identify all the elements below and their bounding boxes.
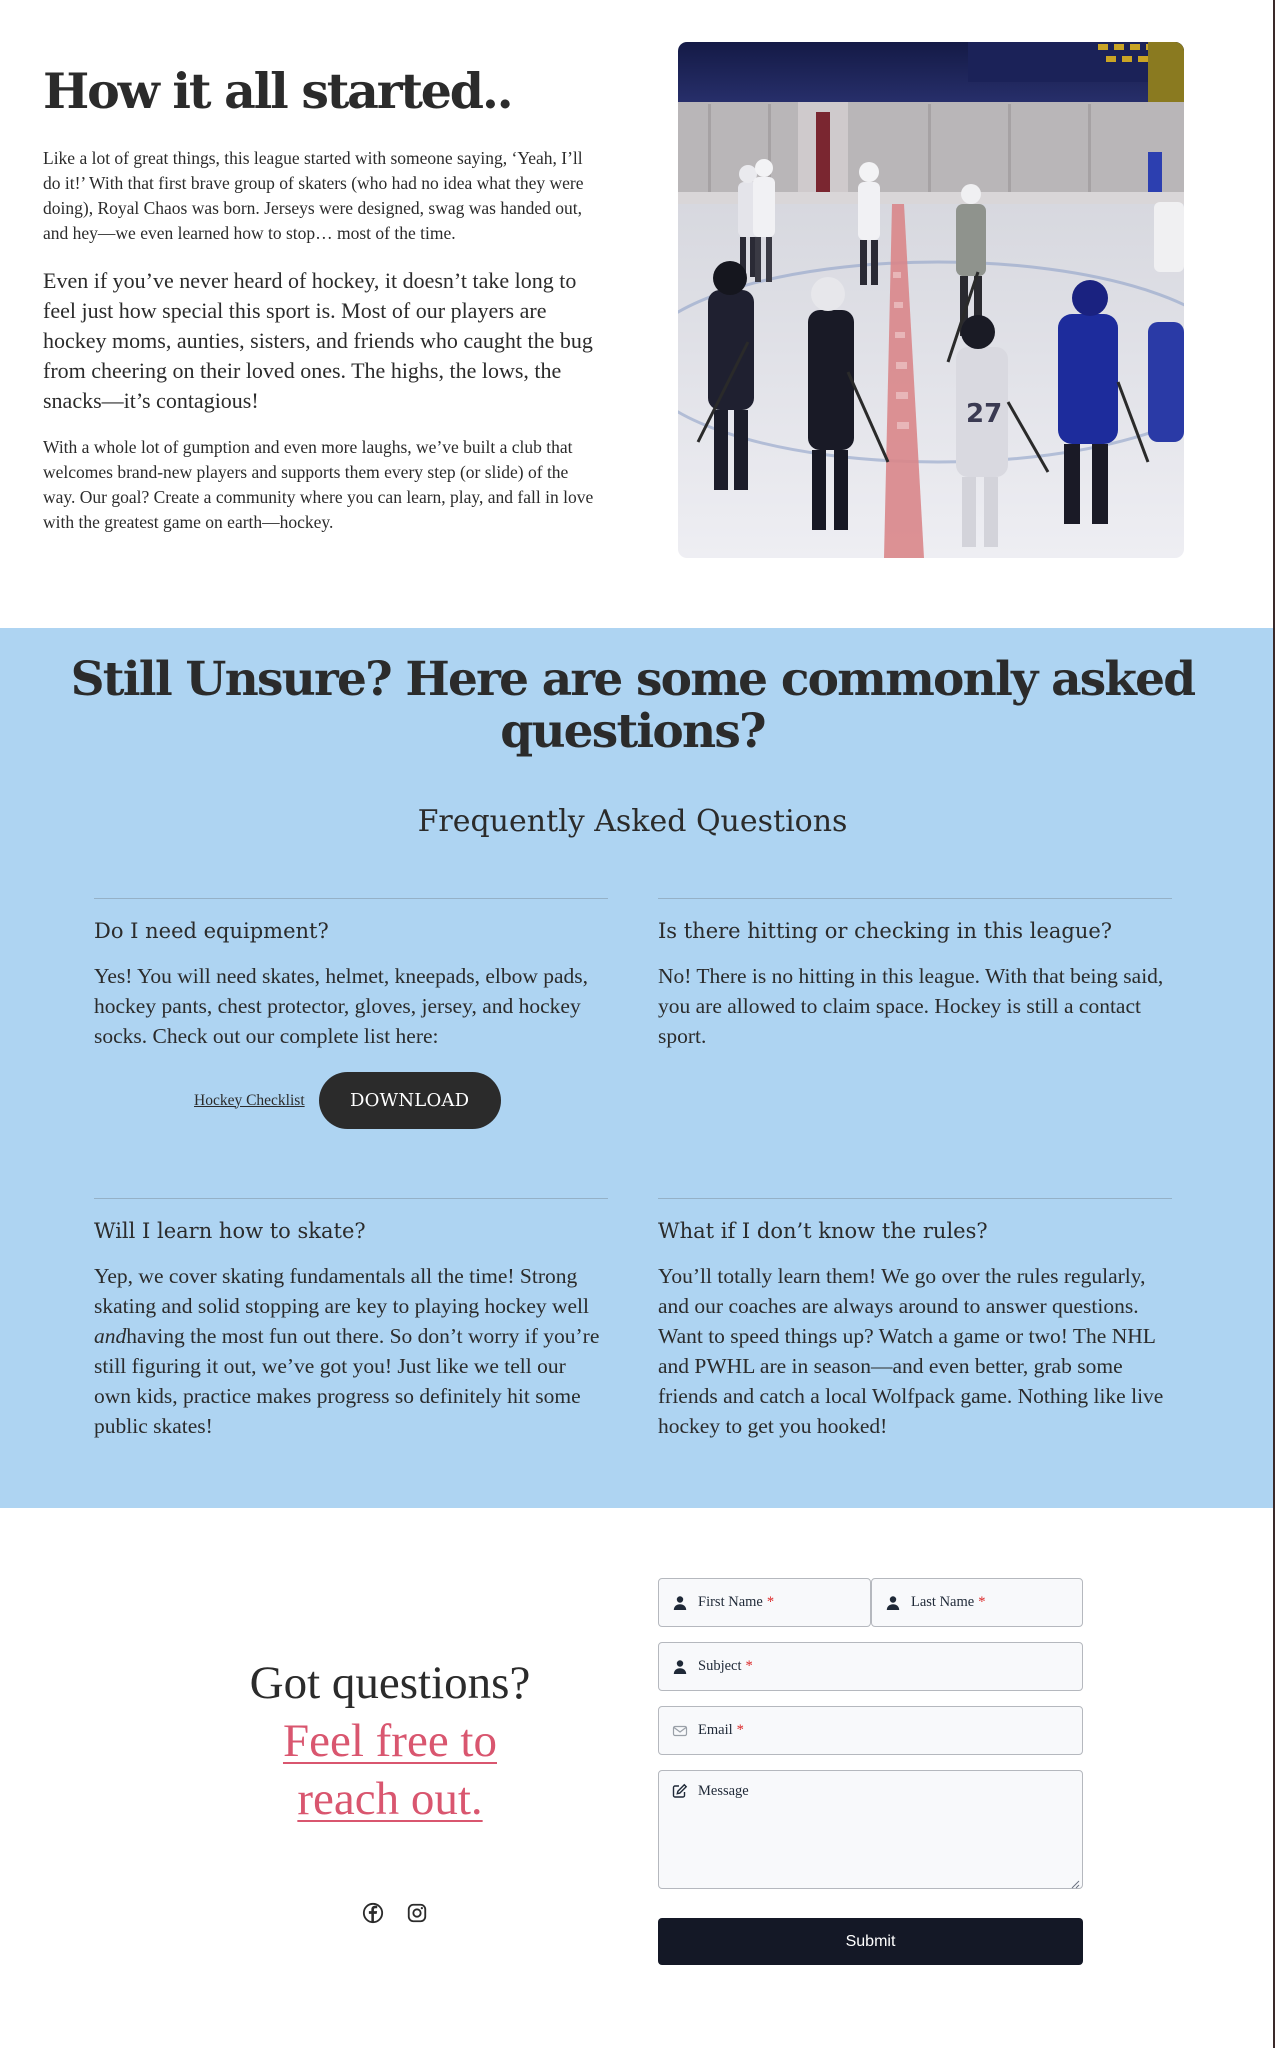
faq-subtitle: Frequently Asked Questions xyxy=(417,804,848,839)
story-section xyxy=(0,0,1273,628)
faq-answer: No! There is no hitting in this league. With that being said, you are allowed to claim space. Hockey is still a contact sport. xyxy=(658,964,1164,1048)
faq-answer: Yes! You will need skates, helmet, kneepads, elbow pads, hockey pants, chest protector, gloves, jersey, and hockey socks. Check out our complete list here: xyxy=(94,964,589,1048)
story-paragraph-3: With a whole lot of gumption and even more laughs, we’ve built a club that welcomes brand-new players and supports them every step (or slide) of the way. Our goal? Create a community where you can learn, play, and fall in love with the greatest game on earth—hockey. xyxy=(43,437,594,532)
person-icon xyxy=(672,1659,688,1675)
story-title: How it all started.. xyxy=(43,62,512,120)
faq-item-skating xyxy=(94,1198,608,1441)
faq-question: Is there hitting or checking in this league? xyxy=(658,919,1113,943)
contact-heading: Got questions? xyxy=(249,1657,531,1709)
contact-subheading-line-1: Feel free to xyxy=(282,1715,497,1767)
story-paragraph-1: Like a lot of great things, this league started with someone saying, ‘Yeah, I’ll do it!’ With that first brave group of skaters (who had no idea what they were doing), Royal Chaos was born. Jerseys were designed, swag was handed out, and hey—we even learned how to stop… most of the time. xyxy=(43,148,584,243)
faq-question: What if I don’t know the rules? xyxy=(658,1219,988,1243)
faq-item-equipment xyxy=(94,898,608,1051)
person-icon xyxy=(885,1595,901,1611)
social-links xyxy=(362,1902,428,1924)
facebook-icon[interactable] xyxy=(362,1902,384,1924)
required-mark: * xyxy=(978,1594,986,1610)
last-name-field[interactable] xyxy=(871,1578,1083,1627)
faq-question: Do I need equipment? xyxy=(94,919,329,943)
person-icon xyxy=(672,1595,688,1611)
team-photo xyxy=(678,42,1184,558)
required-mark: * xyxy=(736,1722,744,1738)
faq-question: Will I learn how to skate? xyxy=(94,1219,366,1243)
edit-icon xyxy=(672,1783,688,1799)
last-name-placeholder: Last Name xyxy=(911,1594,975,1610)
ice-rink-photo-illustration xyxy=(678,42,1184,558)
contact-subheading[interactable] xyxy=(188,1712,592,1828)
required-mark: * xyxy=(745,1658,753,1674)
download-button[interactable]: DOWNLOAD xyxy=(319,1072,501,1129)
resize-handle-icon[interactable] xyxy=(1071,1877,1080,1886)
faq-divider xyxy=(94,1198,608,1199)
faq-section xyxy=(0,628,1273,1508)
faq-answer-part: having the most fun out there. So don’t worry if you’re still figuring it out, we’ve got you! Just like we tell our own kids, practice makes progress so definitely hit some public skates! xyxy=(94,1324,600,1438)
required-mark: * xyxy=(766,1594,775,1610)
faq-answer-part: Yep, we cover skating fundamentals all the time! Strong skating and solid stopping are key to playing hockey well xyxy=(94,1264,590,1318)
submit-button[interactable]: Submit xyxy=(658,1918,1083,1965)
checklist-download-row xyxy=(194,1072,501,1129)
faq-section-title: Still Unsure? Here are some commonly asked questions? xyxy=(70,652,1195,759)
story-paragraph-2: Even if you’ve never heard of hockey, it doesn’t take long to feel just how special this sport is. Most of our players are hockey moms, aunties, sisters, and friends who caught the bug from cheering on their loved ones. The highs, the lows, the snacks—it’s contagious! xyxy=(43,268,593,413)
faq-answer: You’ll totally learn them! We go over the rules regularly, and our coaches are always around to answer questions. Want to speed things up? Watch a game or two! The NHL and PWHL are in season—and even better, grab some friends and catch a local Wolfpack game. Nothing like live hockey to get you hooked! xyxy=(658,1264,1164,1438)
email-placeholder: Email xyxy=(698,1722,733,1738)
hockey-checklist-link[interactable]: Hockey Checklist xyxy=(194,1091,305,1109)
message-textarea[interactable] xyxy=(658,1770,1083,1889)
faq-answer-emphasis: and xyxy=(94,1324,127,1348)
contact-subheading-line-2: reach out. xyxy=(297,1773,483,1825)
first-name-field[interactable] xyxy=(658,1578,871,1627)
faq-divider xyxy=(658,898,1172,899)
message-placeholder: Message xyxy=(698,1783,749,1799)
subject-field[interactable] xyxy=(658,1642,1083,1691)
jersey-number: 27 xyxy=(966,399,1003,429)
first-name-placeholder: First Name xyxy=(698,1594,763,1610)
subject-placeholder: Subject xyxy=(698,1658,742,1674)
faq-item-checking xyxy=(658,898,1172,1051)
instagram-icon[interactable] xyxy=(406,1902,428,1924)
envelope-icon xyxy=(672,1723,688,1739)
faq-answer xyxy=(94,1261,608,1441)
faq-item-rules xyxy=(658,1198,1172,1441)
email-field[interactable] xyxy=(658,1706,1083,1755)
faq-divider xyxy=(94,898,608,899)
faq-divider xyxy=(658,1198,1172,1199)
